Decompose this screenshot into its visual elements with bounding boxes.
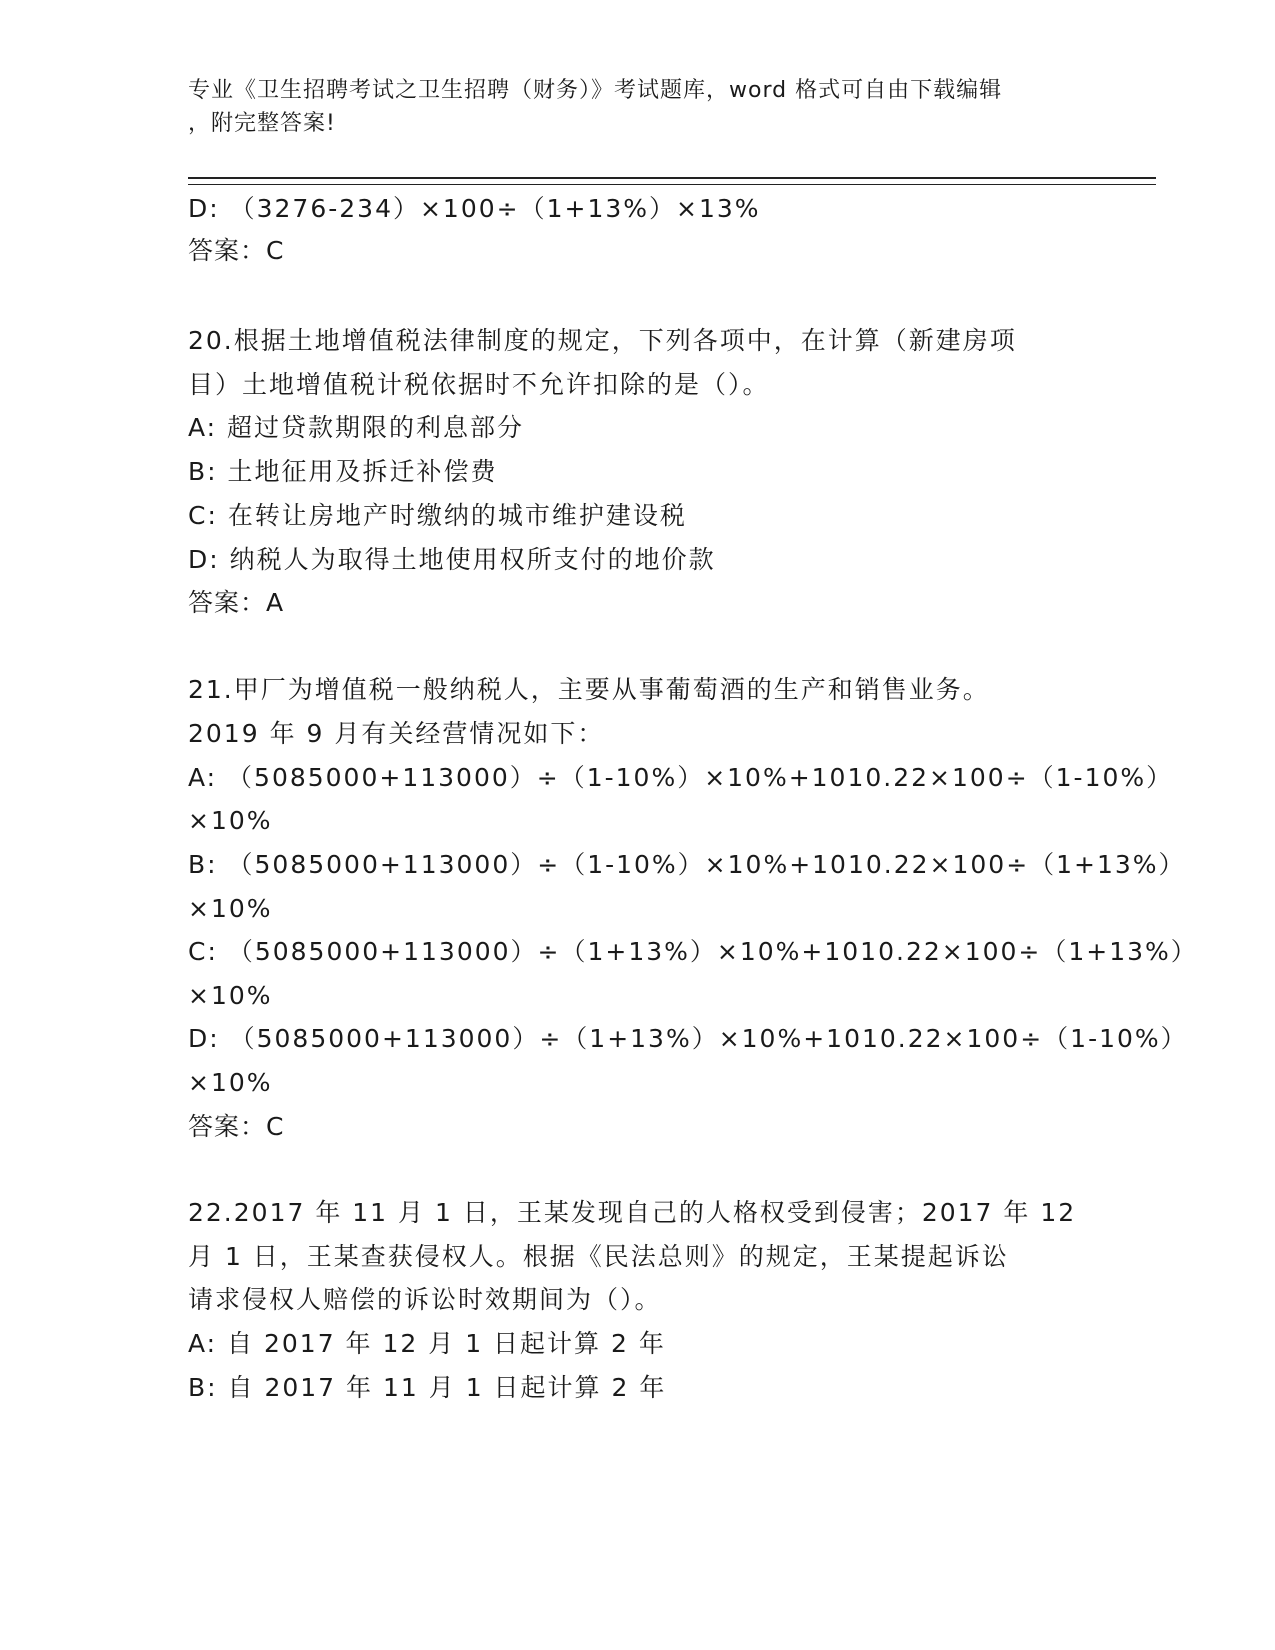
q20-option-a: A: 超过贷款期限的利息部分 bbox=[188, 413, 525, 442]
q21-option-c-line-1: C: （5085000+113000）÷（1+13%）×10%+1010.22×100÷（1+13%） bbox=[188, 937, 1198, 966]
q20-option-c: C: 在转让房地产时缴纳的城市维护建设税 bbox=[188, 501, 687, 530]
q21-stem-line-1: 21.甲厂为增值税一般纳税人，主要从事葡萄酒的生产和销售业务。 bbox=[188, 675, 990, 704]
header-line-1: 专业《卫生招聘考试之卫生招聘（财务）》考试题库，word 格式可自由下载编辑 bbox=[188, 78, 1003, 103]
header-divider-thin bbox=[188, 184, 1156, 185]
header-line-2: ，附完整答案! bbox=[188, 111, 336, 136]
q20-stem-line-2: 目）土地增值税计税依据时不允许扣除的是（）。 bbox=[188, 370, 770, 399]
q22-stem-line-1: 22.2017 年 11 月 1 日，王某发现自己的人格权受到侵害；2017 年 12 bbox=[188, 1198, 1077, 1227]
q22-option-a: A: 自 2017 年 12 月 1 日起计算 2 年 bbox=[188, 1329, 666, 1358]
q19-option-d: D: （3276-234）×100÷（1+13%）×13% bbox=[188, 194, 761, 223]
q20-option-d: D: 纳税人为取得土地使用权所支付的地价款 bbox=[188, 545, 716, 574]
q22-option-b: B: 自 2017 年 11 月 1 日起计算 2 年 bbox=[188, 1373, 667, 1402]
q20-answer: 答案：A bbox=[188, 588, 285, 617]
q22-stem-line-3: 请求侵权人赔偿的诉讼时效期间为（）。 bbox=[188, 1285, 662, 1314]
q21-stem-line-2: 2019 年 9 月有关经营情况如下： bbox=[188, 719, 605, 748]
q21-option-a-line-1: A: （5085000+113000）÷（1-10%）×10%+1010.22×100÷（1-10%） bbox=[188, 763, 1174, 792]
q21-option-b-line-2: ×10% bbox=[188, 894, 273, 923]
q20-option-b: B: 土地征用及拆迁补偿费 bbox=[188, 457, 498, 486]
document-header bbox=[188, 74, 1068, 140]
header-divider-thick bbox=[188, 177, 1156, 179]
q19-answer: 答案：C bbox=[188, 236, 285, 265]
q20-stem-line-1: 20.根据土地增值税法律制度的规定，下列各项中，在计算（新建房项 bbox=[188, 326, 1017, 355]
q21-answer: 答案：C bbox=[188, 1112, 285, 1141]
q21-option-d-line-2: ×10% bbox=[188, 1068, 273, 1097]
q21-option-a-line-2: ×10% bbox=[188, 806, 273, 835]
q22-stem-line-2: 月 1 日，王某查获侵权人。根据《民法总则》的规定，王某提起诉讼 bbox=[188, 1242, 1009, 1271]
q21-option-c-line-2: ×10% bbox=[188, 981, 273, 1010]
q21-option-d-line-1: D: （5085000+113000）÷（1+13%）×10%+1010.22×100÷（1-10%） bbox=[188, 1024, 1188, 1053]
q21-option-b-line-1: B: （5085000+113000）÷（1-10%）×10%+1010.22×100÷（1+13%） bbox=[188, 850, 1186, 879]
